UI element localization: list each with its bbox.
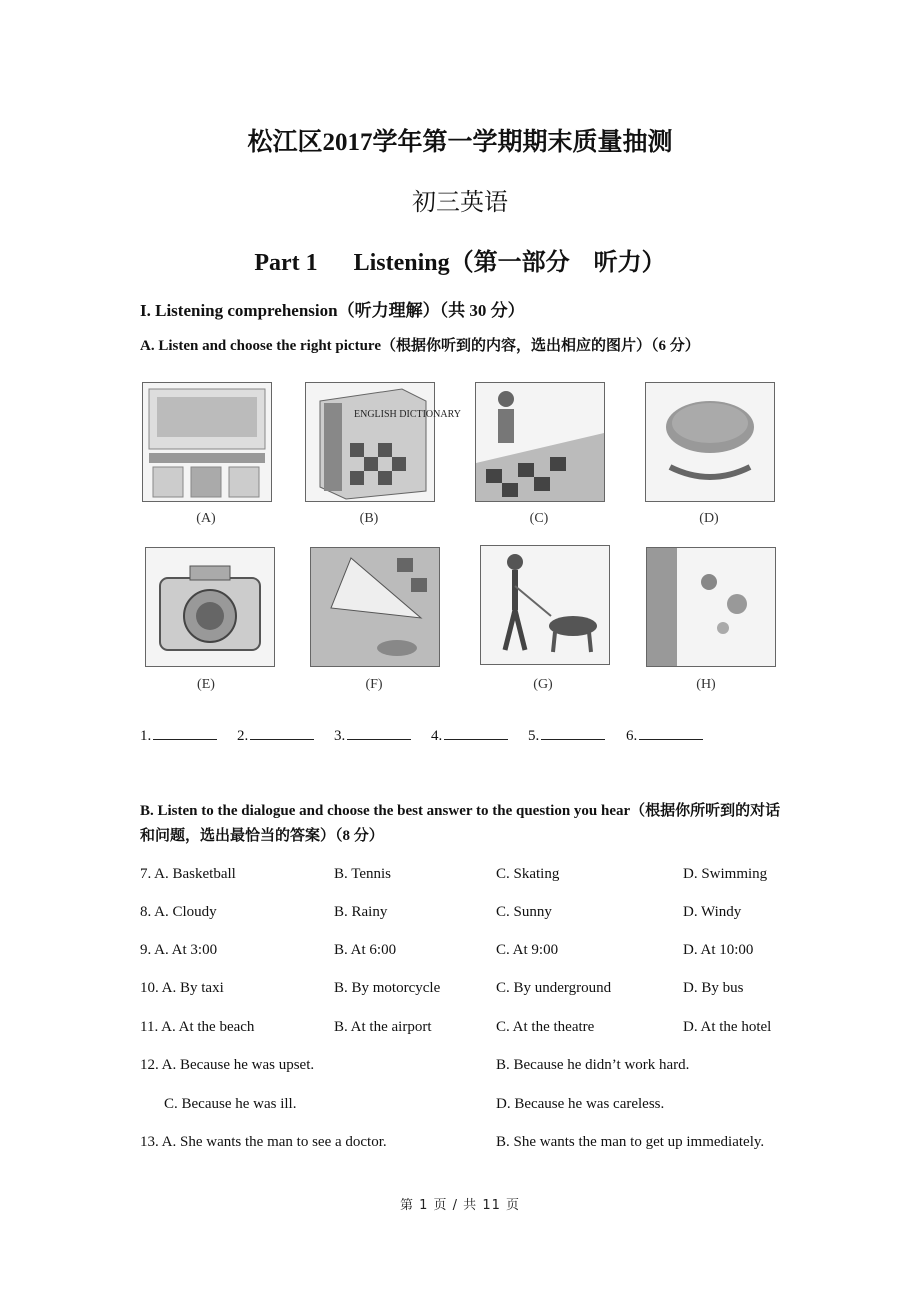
picture-label: (C)	[529, 511, 549, 526]
q12-option-b[interactable]: B. Because he didn’t work hard.	[496, 1057, 690, 1073]
q9-option-c[interactable]: C. At 9:00	[496, 942, 559, 958]
storefront-icon	[143, 383, 271, 501]
answer-blank[interactable]: 1.	[140, 725, 217, 745]
page-title: 松江区2017学年第一学期期末质量抽测	[247, 129, 673, 156]
picture-h	[646, 547, 776, 667]
q7-option-a[interactable]: 7. A. Basketball	[140, 866, 236, 882]
picture-c	[475, 382, 605, 502]
picture-e	[145, 547, 275, 667]
part-heading: Part 1 Listening（第一部分 听力）	[254, 250, 666, 276]
q13-option-b[interactable]: B. She wants the man to get up immediately.	[496, 1134, 765, 1150]
section-heading: I. Listening comprehension（听力理解）（共 30 分）	[140, 301, 525, 320]
q7-option-d[interactable]: D. Swimming	[683, 866, 768, 882]
picture-b	[305, 382, 461, 502]
picture-label: (B)	[359, 511, 379, 526]
page-footer: 第 1 页 / 共 11 页	[400, 1198, 520, 1213]
q11-option-b[interactable]: B. At the airport	[334, 1019, 432, 1035]
q10-option-d[interactable]: D. By bus	[683, 980, 744, 996]
answer-blank[interactable]: 6.	[626, 725, 703, 745]
q10-option-b[interactable]: B. By motorcycle	[334, 980, 441, 996]
q8-option-a[interactable]: 8. A. Cloudy	[140, 904, 217, 920]
q9-option-d[interactable]: D. At 10:00	[683, 942, 754, 958]
q8-option-b[interactable]: B. Rainy	[334, 904, 388, 920]
q8-option-c[interactable]: C. Sunny	[496, 904, 552, 920]
picture-label: (G)	[533, 677, 553, 692]
answer-blank[interactable]: 3.	[334, 725, 411, 745]
answer-blank[interactable]: 4.	[431, 725, 508, 745]
dictionary-text: ENGLISH DICTIONARY	[354, 409, 461, 420]
q9-option-b[interactable]: B. At 6:00	[334, 942, 397, 958]
dictionary-icon	[306, 383, 461, 501]
camera-icon	[146, 548, 274, 666]
people-crossing-icon	[476, 383, 604, 501]
q7-option-b[interactable]: B. Tennis	[334, 866, 392, 882]
section-a-heading: A. Listen and choose the right picture（根据你听到的内容，选出相应的图片）（6 分）	[140, 338, 700, 354]
q12-option-a[interactable]: 12. A. Because he was upset.	[140, 1057, 315, 1073]
answer-blank[interactable]: 5.	[528, 725, 605, 745]
cake-icon	[646, 383, 774, 501]
kite-icon	[311, 548, 439, 666]
picture-label: (E)	[197, 677, 215, 692]
q10-option-a[interactable]: 10. A. By taxi	[140, 980, 224, 996]
picture-f	[310, 547, 440, 667]
q9-option-a[interactable]: 9. A. At 3:00	[140, 942, 218, 958]
q7-option-c[interactable]: C. Skating	[496, 866, 560, 882]
q10-option-c[interactable]: C. By underground	[496, 980, 612, 996]
q11-option-d[interactable]: D. At the hotel	[683, 1019, 772, 1035]
picture-label: (D)	[699, 511, 719, 526]
q11-option-c[interactable]: C. At the theatre	[496, 1019, 595, 1035]
q12-option-c[interactable]: C. Because he was ill.	[164, 1096, 297, 1112]
picture-d	[645, 382, 775, 502]
nature-icon	[647, 548, 775, 666]
page-subtitle: 初三英语	[412, 190, 508, 216]
picture-label: (F)	[365, 677, 383, 692]
q8-option-d[interactable]: D. Windy	[683, 904, 742, 920]
picture-a	[142, 382, 272, 502]
q11-option-a[interactable]: 11. A. At the beach	[140, 1019, 255, 1035]
section-b-heading: B. Listen to the dialogue and choose the best answer to the question you hear（根据你所听到的对话和问题，选出最恰当的答案）（8 分）	[140, 803, 781, 844]
q12-option-d[interactable]: D. Because he was careless.	[496, 1096, 665, 1112]
picture-g	[480, 545, 610, 665]
q13-option-a[interactable]: 13. A. She wants the man to see a doctor.	[140, 1134, 387, 1150]
answer-blank[interactable]: 2.	[237, 725, 314, 745]
picture-label: (H)	[696, 677, 716, 692]
dog-walking-icon	[481, 546, 609, 664]
picture-label: (A)	[196, 511, 216, 526]
